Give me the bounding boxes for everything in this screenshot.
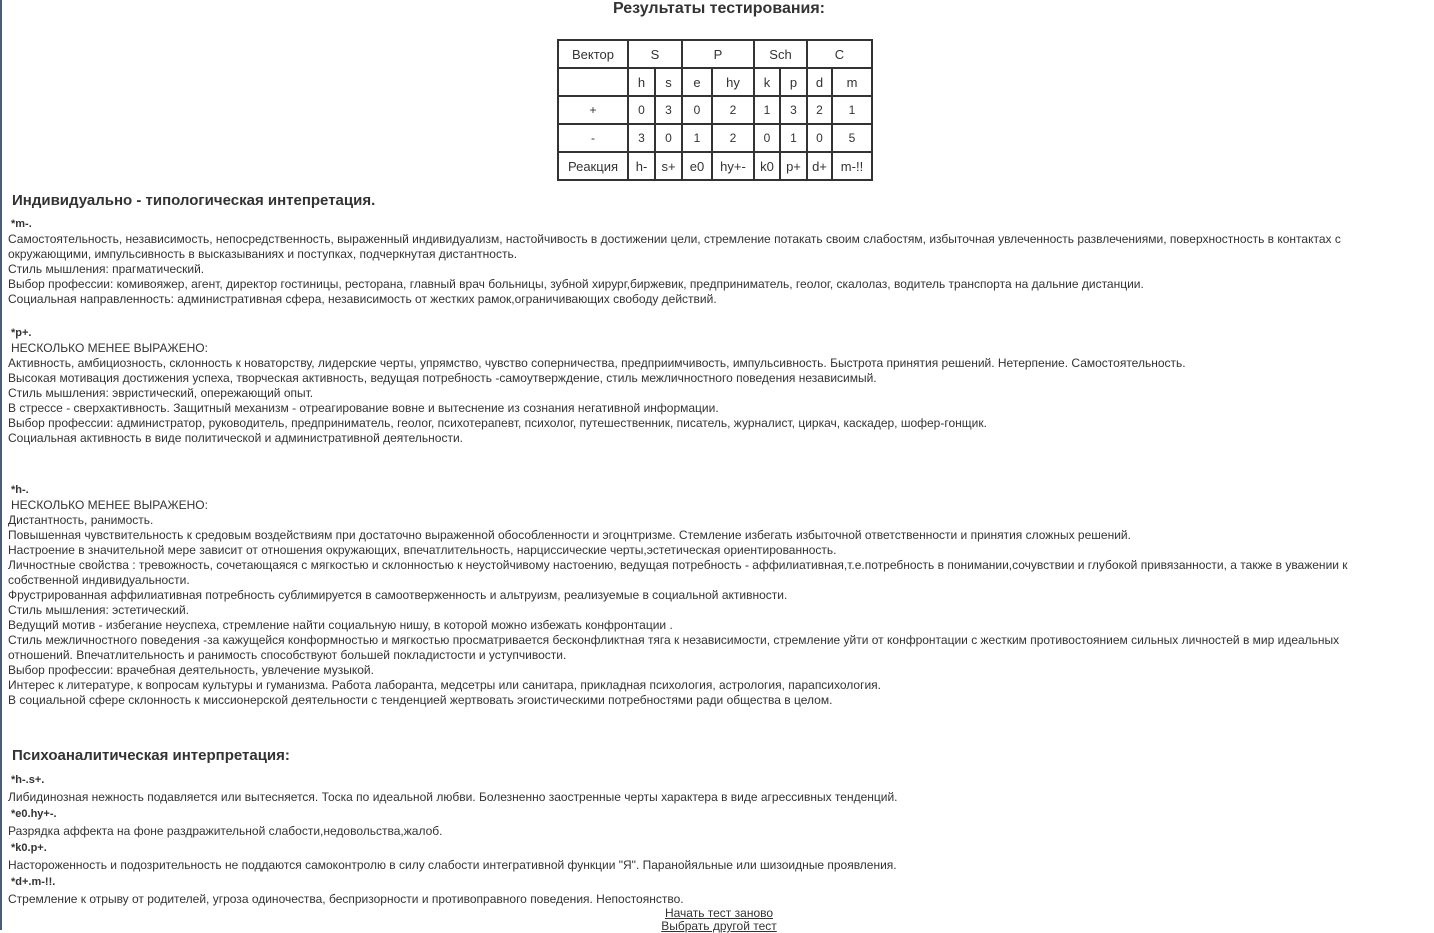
table-factor-row [558,68,872,96]
interpretation-line: Настроение в значительной мере зависит от отношения окружающих, впечатлительность, нарциссические черты,эстетическая ориентированность. [8,543,837,557]
empty-cell [558,68,628,96]
reaction-cell: k0 [754,152,780,180]
group-header-cell: Sch [754,40,807,68]
group-header-cell: C [807,40,872,68]
vector-header-cell: Вектор [558,40,628,68]
interpretation-block-m [8,217,1408,307]
navigation-links [2,907,1434,933]
typological-heading: Индивидуально - типологическая интепретация. [12,192,376,209]
interpretation-line: Стиль мышления: эстетический. [8,603,190,617]
reaction-cell: h- [628,152,655,180]
factor-cell: m [832,68,872,96]
emphasis-note: НЕСКОЛЬКО МЕНЕЕ ВЫРАЖЕНО: [11,341,208,355]
value-cell: 1 [754,96,780,124]
table-header-row [558,40,872,68]
interpretation-line: Высокая мотивация достижения успеха, творческая активность, ведущая потребность -самоутверждение, стиль межличностного поведения независимый. [8,371,877,385]
value-cell: 0 [628,96,655,124]
factor-code: *d+.m-!!. [11,876,56,888]
table-reaction-row [558,152,872,180]
interpretation-line: Настороженность и подозрительность не поддаются самоконтролю в силу слабости интегративной функции "Я". Паранойяльные или шизоидные проявления. [8,858,897,872]
factor-cell: k [754,68,780,96]
interpretation-block-h [8,483,1408,708]
interpretation-line: В стрессе - сверхактивность. Защитный механизм - отреагирование вовне и вытеснение из сознания негативной информации. [8,401,719,415]
value-cell: 0 [807,124,832,152]
interpretation-line: Разрядка аффекта на фоне раздражительной слабости,недовольства,жалоб. [8,824,443,838]
reaction-cell: hy+- [712,152,754,180]
factor-code: *h-.s+. [11,774,45,786]
interpretation-block-p [8,326,1408,446]
factor-cell: d [807,68,832,96]
interpretation-line: Выбор профессии: врачебная деятельность, увлечение музыкой. [8,663,374,677]
interpretation-line: Выбор профессии: комивояжер, агент, директор гостиницы, ресторана, главный врач больницы, зубной хирург,биржевик, предприниматель, геолог, скалолаз, водитель транспорта на дальние дистанции. [8,277,1144,291]
group-header-cell: S [628,40,682,68]
interpretation-line: Социальная направленность: административная сфера, независимость от жестких рамок,ограничивающих свободу действий. [8,292,717,306]
interpretation-line: Повышенная чувствительность к средовым воздействиям при достаточно выраженной обособленности и эгоцнтризме. Стемление избегать избыточной ответственности и принятия сложных решений. [8,528,1131,542]
reaction-cell: d+ [807,152,832,180]
value-cell: 0 [754,124,780,152]
table-plus-row [558,96,872,124]
results-table [557,39,873,181]
value-cell: 0 [682,96,712,124]
factor-code: *e0.hy+-. [11,808,57,820]
value-cell: 2 [712,124,754,152]
interpretation-line: Стиль мышления: прагматический. [8,262,205,276]
value-cell: 1 [780,124,807,152]
psychoanalytic-heading: Психоаналитическая интерпретация: [12,747,290,764]
factor-code: *m-. [11,218,32,230]
interpretation-line: Социальная активность в виде политической и административной деятельности. [8,431,464,445]
interpretation-line: Фрустрированная аффилиативная потребность сублимируется в самоотверженность и альтруизм, реализуемые в социальной активности. [8,588,788,602]
factor-code: *h-. [11,484,29,496]
interpretation-line: В социальной сфере склонность к миссионерской деятельности с тенденцией жертвовать эгоистическими потребностями ради общества в целом. [8,693,833,707]
row-label-cell: + [558,96,628,124]
interpretation-line: Стремление к отрыву от родителей, угроза одиночества, беспризорности и противоправного поведения. Непостоянство. [8,892,684,906]
factor-cell: e [682,68,712,96]
factor-cell: p [780,68,807,96]
value-cell: 3 [780,96,807,124]
interpretation-line: Личностные свойства : тревожность, сочетающаяся с мягкостью и склонностью к неустойчивому настоению, ведущая потребность - аффилиативная,т.е.потребность в понимании,сочувствии и глубокой привязанности, а также в уважении к собственной индивидуальности. [8,558,1348,587]
value-cell: 3 [655,96,682,124]
reaction-cell: e0 [682,152,712,180]
reaction-cell: m-!! [832,152,872,180]
interpretation-line: Либидинозная нежность подавляется или вытесняется. Тоска по идеальной любви. Болезненно заостренные черты характера в виде агрессивных тенденций. [8,790,898,804]
factor-cell: h [628,68,655,96]
interpretation-line: Выбор профессии: администратор, руководитель, предприниматель, геолог, психотерапевт, психолог, путешественник, писатель, журналист, циркач, каскадер, шофер-гонщик. [8,416,987,430]
factor-code: *k0.p+. [11,842,47,854]
value-cell: 1 [832,96,872,124]
restart-test-link[interactable]: Начать тест заново [664,906,774,920]
value-cell: 1 [682,124,712,152]
factor-code: *p+. [11,327,32,339]
value-cell: 2 [807,96,832,124]
value-cell: 0 [655,124,682,152]
emphasis-note: НЕСКОЛЬКО МЕНЕЕ ВЫРАЖЕНО: [11,498,208,512]
interpretation-line: Самостоятельность, независимость, непосредственность, выраженный индивидуализм, настойчивость в достижении цели, стремление потакать своим слабостям, избыточная увлеченность развлечениями, поверхностность в контактах с окружающими, импульсивность в высказываниях и поступках, подчеркнутая дистантность. [8,232,1341,261]
psychoanalytic-block [8,772,1408,908]
reaction-cell: p+ [780,152,807,180]
value-cell: 3 [628,124,655,152]
row-label-cell: - [558,124,628,152]
choose-other-test-link[interactable]: Выбрать другой тест [661,919,777,933]
interpretation-line: Дистантность, ранимость. [8,513,154,527]
value-cell: 2 [712,96,754,124]
value-cell: 5 [832,124,872,152]
interpretation-line: Ведущий мотив - избегание неуспеха, стремление найти социальную нишу, в которой можно избежать конфронтации . [8,618,673,632]
factor-cell: s [655,68,682,96]
interpretation-line: Стиль межличностного поведения -за кажущейся конформностью и мягкостью просматривается бесконфликтная тяга к независимости, стремление уйти от конфронтации с жестким противостоянием сильных личностей в мир идеальных отношений. Впечатлительность и ранимость способствуют большей покладистости и уступчивости. [8,633,1340,662]
group-header-cell: P [682,40,754,68]
factor-cell: hy [712,68,754,96]
reaction-cell: s+ [655,152,682,180]
page-title: Результаты тестирования: [612,0,825,17]
row-label-cell: Реакция [558,152,628,180]
interpretation-line: Стиль мышления: эвристический, опережающий опыт. [8,386,314,400]
interpretation-line: Интерес к литературе, к вопросам культуры и гуманизма. Работа лаборанта, медсетры или санитара, прикладная психология, астрология, парапсихология. [8,678,882,692]
interpretation-line: Активность, амбициозность, склонность к новаторству, лидерские черты, упрямство, чувство соперничества, предприимчивость, импульсивность. Быстрота принятия решений. Нетерпение. Самостоятельность. [8,356,1186,370]
table-minus-row [558,124,872,152]
